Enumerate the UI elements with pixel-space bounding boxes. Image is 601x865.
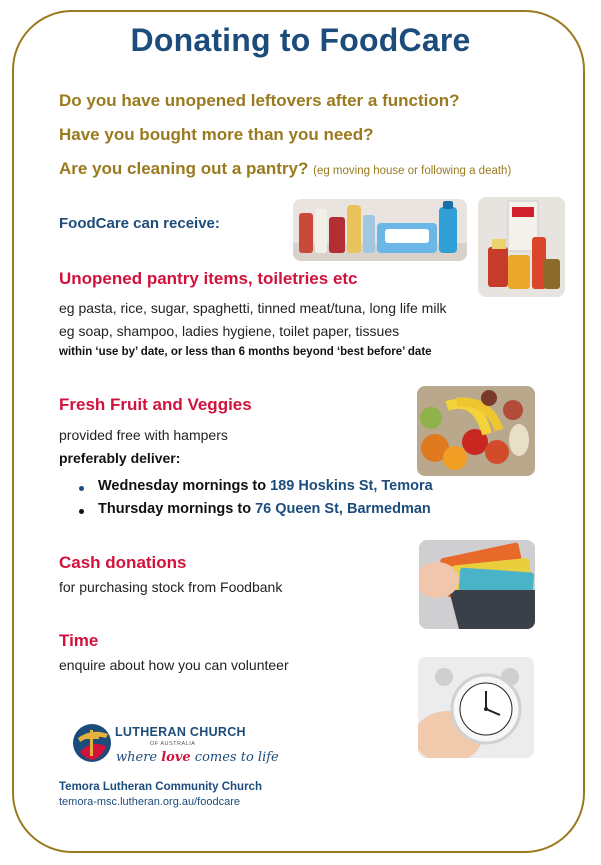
question-pantry-note: (eg moving house or following a death) bbox=[313, 165, 512, 177]
cash-wallet-photo bbox=[419, 540, 535, 629]
question-bought-more: Have you bought more than you need? bbox=[59, 125, 374, 144]
pantry-cans-photo bbox=[478, 197, 565, 297]
time-heading: Time bbox=[59, 631, 99, 650]
fruit-provided-note: provided free with hampers bbox=[59, 427, 228, 443]
delivery-wednesday: Wednesday mornings to 189 Hoskins St, Temora bbox=[98, 478, 433, 494]
toiletries-photo bbox=[293, 199, 467, 261]
lutheran-cross-logo bbox=[72, 722, 112, 764]
pantry-heading: Unopened pantry items, toiletries etc bbox=[59, 269, 358, 288]
footer-church-name: Temora Lutheran Community Church bbox=[59, 781, 262, 793]
logo-tagline: where love comes to life bbox=[116, 750, 279, 765]
time-volunteer: enquire about how you can volunteer bbox=[59, 657, 289, 673]
question-pantry: Are you cleaning out a pantry? (eg moving house or following a death) bbox=[59, 159, 512, 178]
delivery-wednesday-address: 189 Hoskins St, Temora bbox=[270, 478, 433, 494]
fruit-heading: Fresh Fruit and Veggies bbox=[59, 395, 252, 414]
fruit-deliver-label: preferably deliver: bbox=[59, 450, 181, 466]
alarm-clock-photo bbox=[418, 657, 534, 758]
pantry-toiletry-examples: eg soap, shampoo, ladies hygiene, toilet paper, tissues bbox=[59, 323, 400, 339]
logo-church-name: LUTHERAN CHURCH bbox=[115, 725, 246, 739]
can-receive-label: FoodCare can receive: bbox=[59, 215, 220, 232]
page-title: Donating to FoodCare bbox=[130, 22, 471, 58]
delivery-thursday: Thursday mornings to 76 Queen St, Barmedman bbox=[98, 501, 431, 517]
question-leftovers: Do you have unopened leftovers after a function? bbox=[59, 91, 460, 110]
cash-purpose: for purchasing stock from Foodbank bbox=[59, 579, 283, 595]
cash-heading: Cash donations bbox=[59, 553, 187, 572]
fruit-veg-photo bbox=[417, 386, 535, 476]
logo-church-country: OF AUSTRALIA bbox=[150, 741, 196, 747]
bullet-dot bbox=[79, 486, 84, 491]
delivery-thursday-address: 76 Queen St, Barmedman bbox=[255, 501, 431, 517]
footer-url-link[interactable]: temora-msc.lutheran.org.au/foodcare bbox=[59, 796, 240, 808]
pantry-food-examples: eg pasta, rice, sugar, spaghetti, tinned meat/tuna, long life milk bbox=[59, 300, 447, 316]
pantry-date-note: within ‘use by’ date, or less than 6 months beyond ‘best before’ date bbox=[59, 346, 432, 358]
bullet-dot bbox=[79, 509, 84, 514]
